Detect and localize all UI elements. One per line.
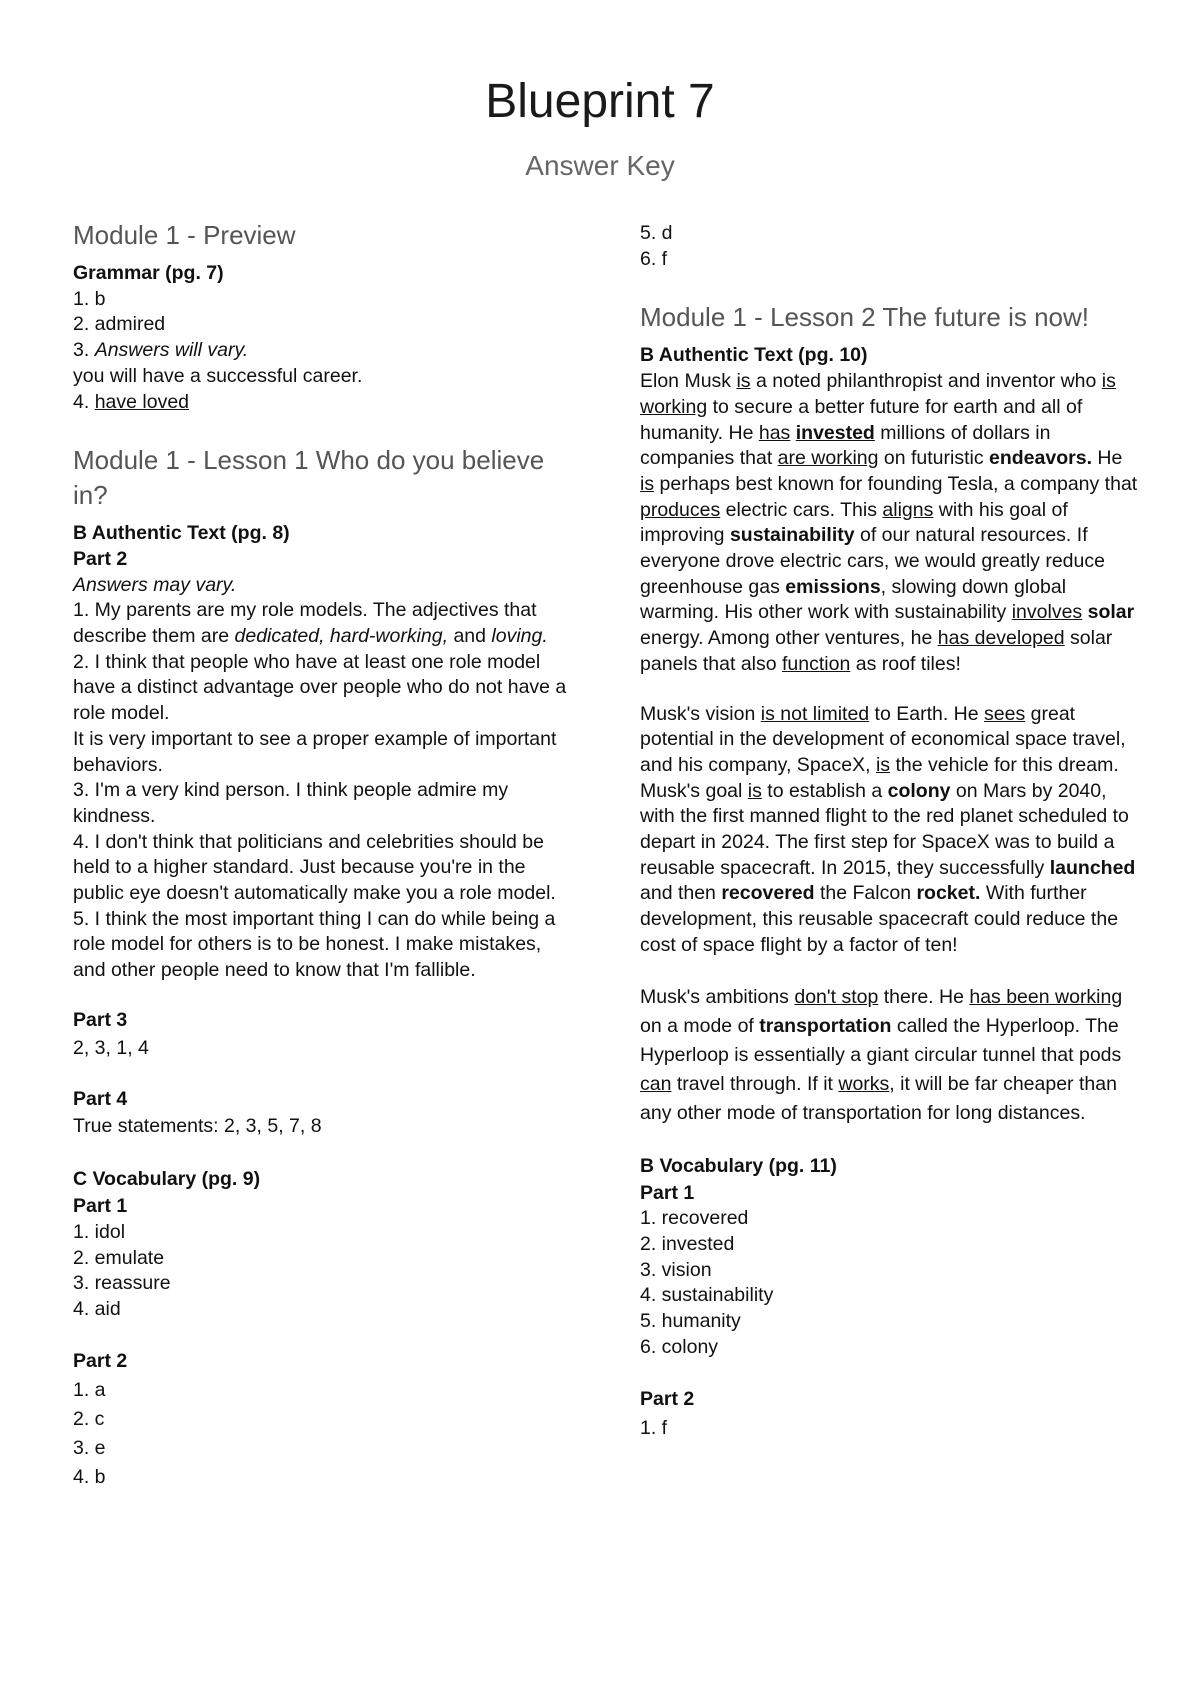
text-segment: colony [887,779,951,802]
answer-line: 2, 3, 1, 4 [73,1036,149,1059]
text-segment: sees [984,702,1026,725]
text-segment: transportation [759,1014,892,1037]
text-segment: and then [640,882,722,905]
text-segment: don't stop [794,985,879,1008]
text-segment: millions of dollars in companies that [640,421,1051,470]
text-segment: great potential in the development of economical space travel, and his company, SpaceX, [640,702,1126,776]
answer-line: 4. sustainability [640,1284,774,1307]
answer-line: 2. invested [640,1232,735,1255]
answer-line: 2. admired [73,313,166,336]
answer-note: Answers may vary. [73,573,237,596]
text-segment: has developed [937,627,1065,650]
answer-line [73,338,573,364]
answer-text: Answers will vary. [94,339,249,362]
answer-paragraph: It is very important to see a proper example of important behaviors. [73,727,557,776]
part-label: Part 3 [73,1008,128,1031]
text-segment: are working [777,447,879,470]
subheading: B Vocabulary (pg. 11) [640,1154,837,1177]
text-segment: a noted philanthropist and inventor who [750,370,1102,393]
text-segment: on futuristic [878,447,990,470]
authentic-text-paragraph [640,983,1140,1128]
text-segment: is [736,370,751,393]
text-segment: involves [1011,601,1083,624]
answer-paragraph: 3. I'm a very kind person. I think people admire my kindness. [73,779,509,827]
text-segment: as roof tiles! [850,652,961,675]
text-segment: is working [640,370,1116,418]
text-segment: electric cars. This [720,498,883,521]
text-segment: has [758,421,791,444]
subheading: B Authentic Text (pg. 10) [640,344,868,367]
text-segment: With further development, this reusable spacecraft could reduce the cost of space flight by a factor of ten! [640,882,1119,956]
section-heading: Module 1 - Preview [73,220,296,250]
text-segment: solar [1087,601,1135,624]
answer-number: 3. [73,339,95,362]
answer-line: 1. idol [73,1220,126,1243]
answer-line: True statements: 2, 3, 5, 7, 8 [73,1115,322,1138]
text-segment: Elon Musk [640,370,737,393]
answer-line: 6. colony [640,1335,719,1358]
text-segment: perhaps best known for founding Tesla, a company that [654,472,1138,495]
part-label: Part 1 [640,1181,695,1204]
text-segment: , it will be far cheaper than any other mode of transportation for long distances. [640,1072,1117,1124]
text-segment: on Mars by 2040, with the first manned flight to the red planet scheduled to depart in 2024. The first step for SpaceX was to build a reusable spacecraft. In 2015, they successfully [640,779,1129,879]
document-subtitle: Answer Key [525,150,675,181]
text-segment: He [1091,447,1123,470]
part-label: Part 2 [73,547,128,570]
text-segment: sustainability [729,524,855,547]
answer-paragraph: 2. I think that people who have at least one role model have a distinct advantage over people who do not have a role model. [73,650,567,725]
answer-line: 6. f [640,247,668,270]
text-segment: to establish a [761,779,888,802]
answer-line: 5. d [640,222,673,244]
subheading: C Vocabulary (pg. 9) [73,1168,261,1191]
text-segment: recovered [721,882,815,905]
answer-paragraph: 5. I think the most important thing I can do while being a role model for others is to be honest. I make mistakes, and other people need to know that I'm fallible. [73,907,556,982]
text-segment: the vehicle for this dream. Musk's goal [640,753,1119,802]
answer-text: dedicated, hard-working, [234,625,449,648]
part-label: Part 1 [73,1195,128,1218]
section-heading: Module 1 - Lesson 1 Who do you believe in? [73,445,545,511]
answer-paragraph: 4. I don't think that politicians and celebrities should be held to a higher standard. Just because you're in the public eye doesn't automatically make you a role model. [73,830,556,905]
text-segment: invested [795,421,875,444]
text-segment: produces [640,498,721,521]
text-segment: Musk's vision [640,702,761,725]
text-segment: emissions [785,575,881,598]
text-segment: solar panels that also [640,627,1113,675]
answer-paragraph [73,598,573,649]
answer-line: 1. f [640,1416,668,1439]
answer-line: 3. vision [640,1258,712,1281]
text-segment: on a mode of [640,1014,760,1037]
text-segment: works [838,1072,890,1095]
subheading: B Authentic Text (pg. 8) [73,522,290,545]
document-title: Blueprint 7 [485,75,715,128]
answer-line: 1. b [73,287,106,310]
answer-text: loving. [491,625,548,648]
text-segment: to secure a better future for earth and all of humanity. He [640,395,1083,444]
text-segment: rocket. [916,882,981,905]
section-heading: Module 1 - Lesson 2 The future is now! [640,302,1089,333]
text-segment: the Falcon [814,882,917,905]
text-segment: to Earth. He [869,702,985,725]
part-label: Part 4 [73,1087,128,1110]
text-segment: is [640,472,655,495]
answer-line: 4. b [73,1465,106,1488]
text-segment: is [875,753,891,776]
answer-line: 4. aid [73,1298,121,1321]
part-label: Part 2 [73,1349,128,1372]
authentic-text-paragraph [640,702,1140,959]
text-segment: function [782,652,851,675]
text-segment: there. He [878,985,970,1008]
text-segment: aligns [882,498,934,521]
answer-line: 2. c [73,1407,105,1430]
authentic-text-paragraph [640,369,1140,677]
answer-line [73,390,573,416]
text-segment: with his goal of improving [640,498,1068,547]
answer-text: and [448,625,492,648]
text-segment: of our natural resources. If everyone drove electric cars, we would greatly reduce greenhouse gas [640,524,1105,598]
answer-text: 1. My parents are my role models. The adjectives that describe them are [73,599,537,648]
answer-text: have loved [94,390,190,413]
text-segment: is not limited [760,702,870,725]
right-column [640,221,1140,1443]
answer-line: 5. humanity [640,1310,741,1333]
part-label: Part 2 [640,1387,695,1410]
text-segment: called the Hyperloop. The Hyperloop is essentially a giant circular tunnel that pods [640,1014,1122,1066]
text-segment: is [747,779,762,802]
text-segment: launched [1049,856,1136,879]
text-segment: , slowing down global warming. His other work with sustainability [640,575,1067,624]
left-column [73,218,573,1492]
text-segment: endeavors. [989,447,1092,470]
text-segment: has been working [969,985,1123,1008]
answer-line: 3. reassure [73,1272,171,1295]
subheading: Grammar (pg. 7) [73,262,224,284]
answer-line: 1. recovered [640,1207,749,1230]
answer-line: 1. a [73,1378,106,1401]
answer-number: 4. [73,390,95,413]
text-segment: energy. Among other ventures, he [640,627,938,650]
answer-line: 2. emulate [73,1246,165,1269]
answer-line: you will have a successful career. [73,364,363,387]
text-segment: travel through. If it [671,1072,839,1095]
text-segment: Musk's ambitions [640,985,795,1008]
answer-line: 3. e [73,1436,106,1459]
text-segment: can [640,1072,672,1095]
